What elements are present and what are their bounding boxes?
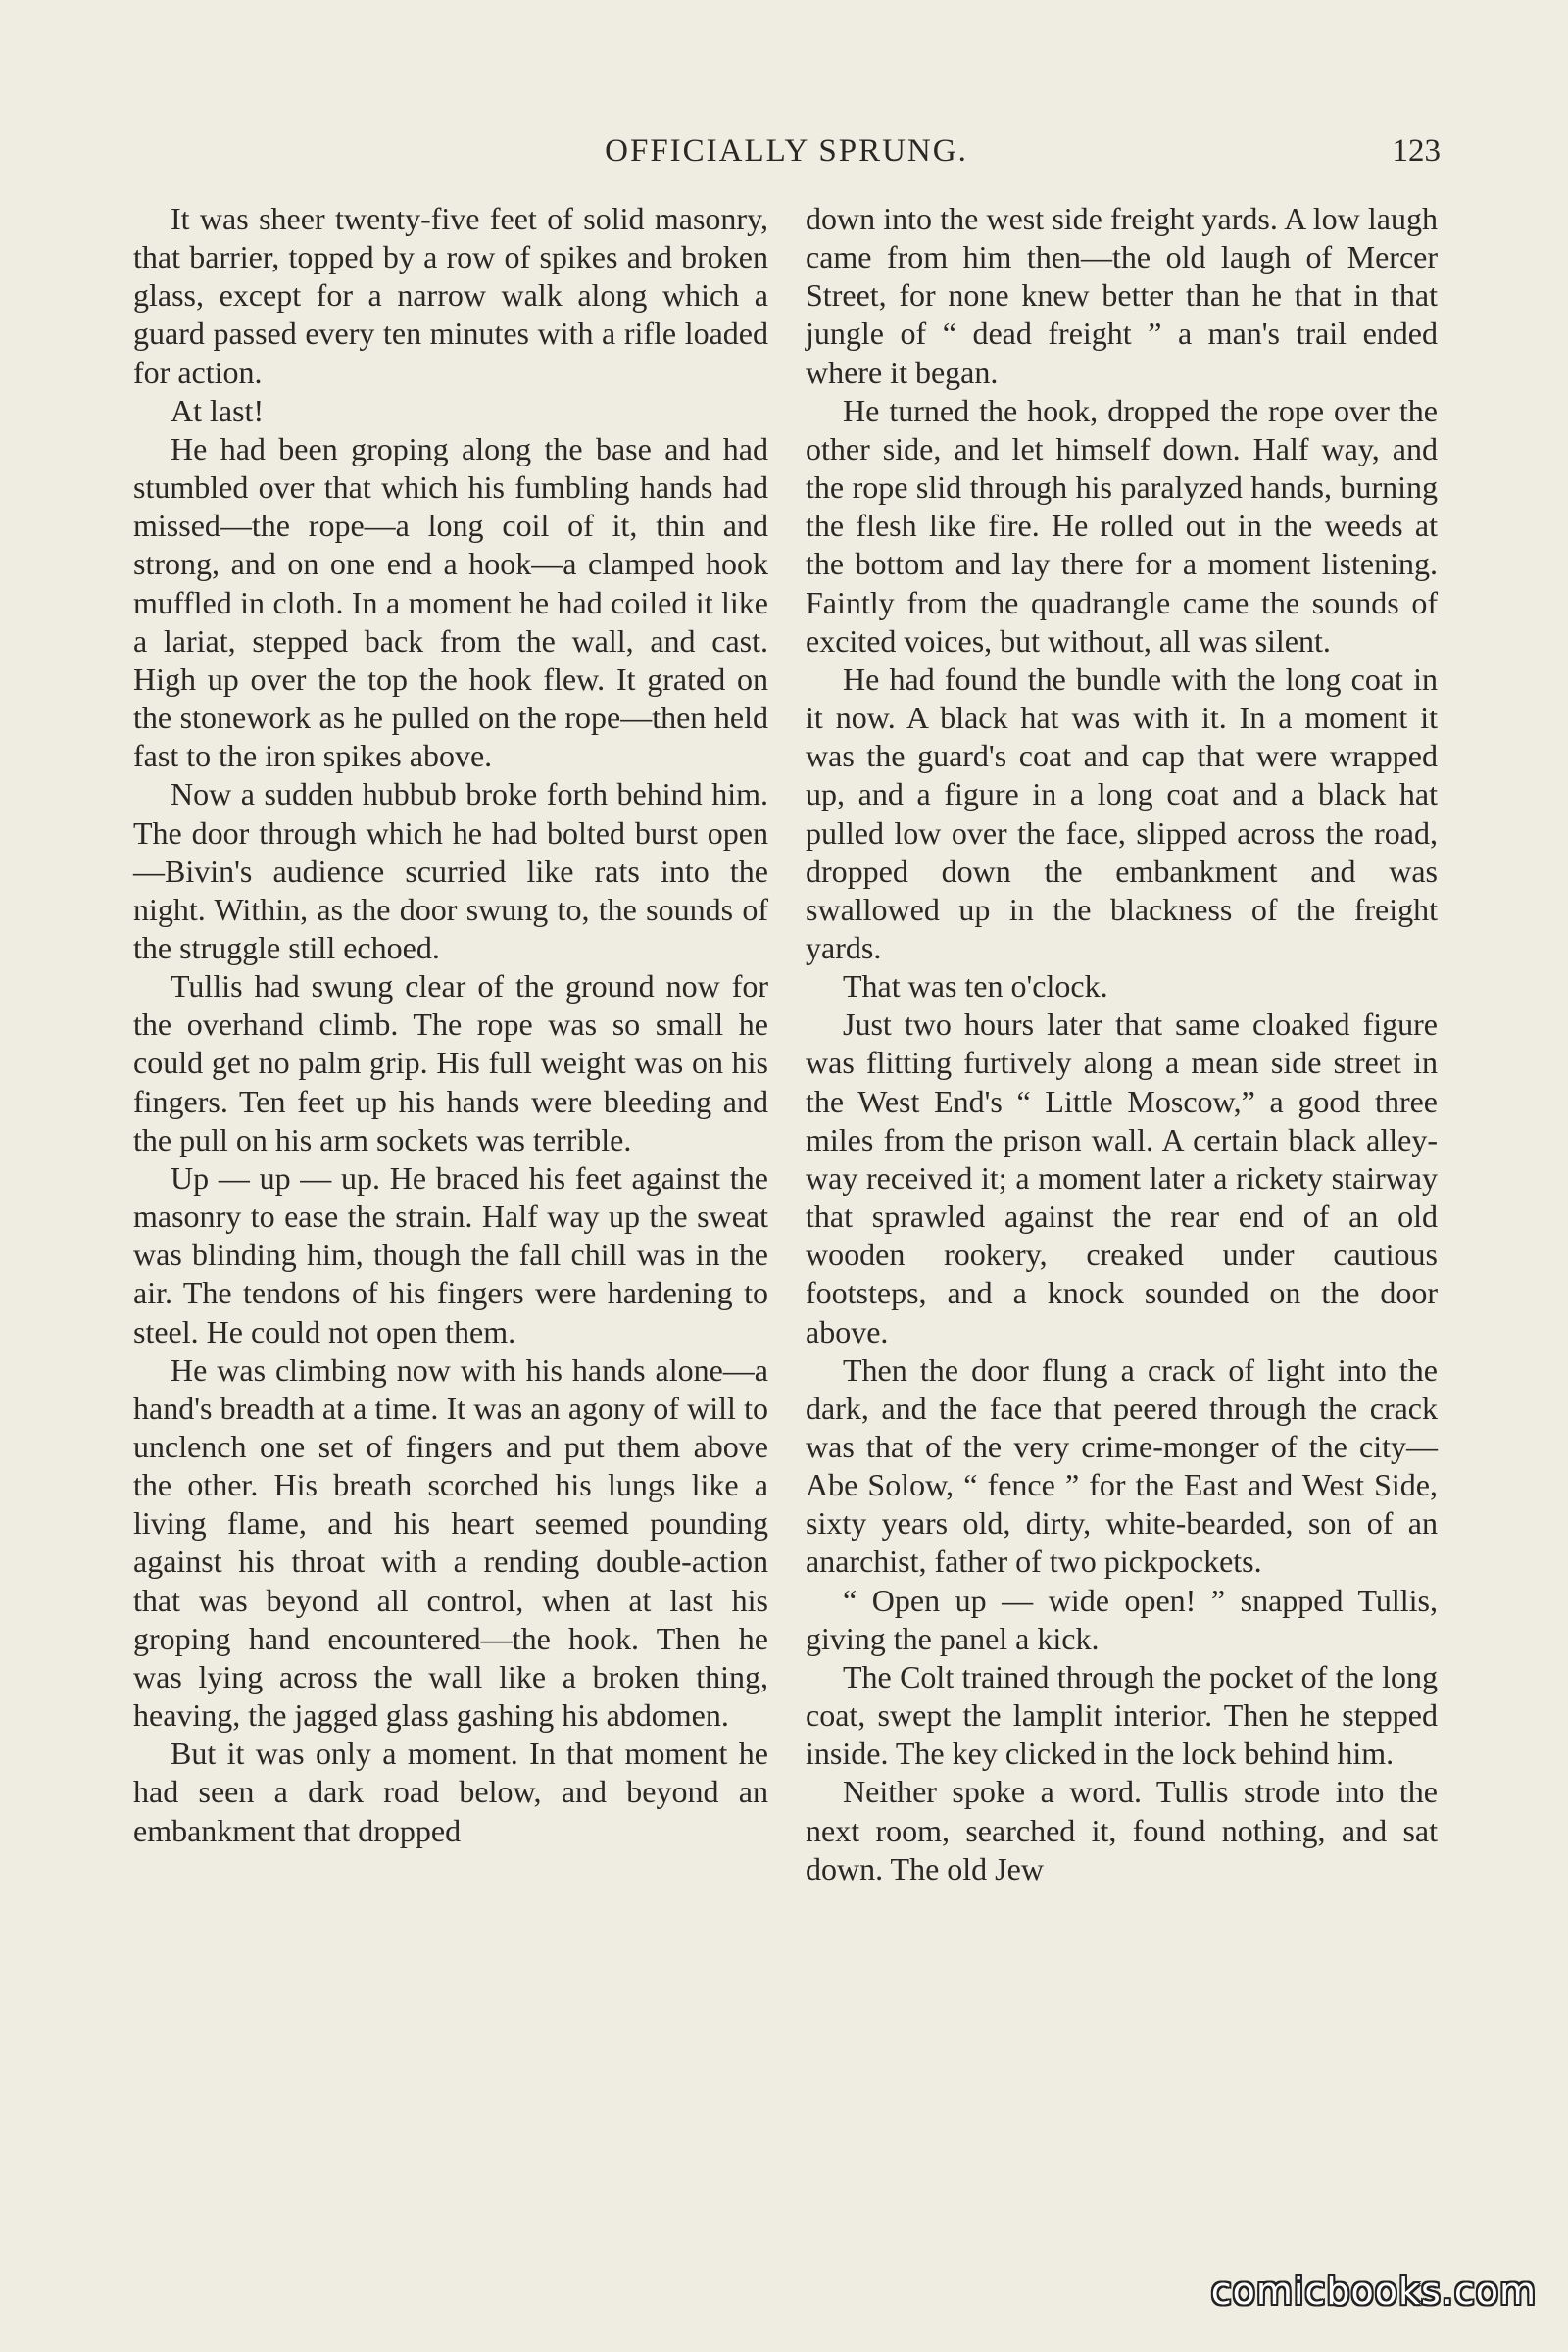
paragraph: Then the door flung a crack of light into the dark, and the face that peered through the crack was that of the very crime-monger of the city—Abe Solow, “ fence ” for the East and West Side, sixty years old, dirty, white-bearded, son of an anarchist, father of two pickpockets. bbox=[806, 1351, 1438, 1580]
page-number: 123 bbox=[1392, 133, 1441, 169]
paragraph: Just two hours later that same cloaked figure was flitting furtively along a mean side street in the West End's “ Little Moscow,” a good three miles from the prison wall. A certain black alley-way received it; a moment later a rickety stairway that sprawled against the rear end of an old wooden rookery, creaked under cautious footsteps, and a knock sounded on the door above. bbox=[806, 1006, 1438, 1349]
right-column bbox=[806, 200, 1438, 1888]
paragraph: “ Open up — wide open! ” snapped Tullis, giving the panel a kick. bbox=[806, 1582, 1438, 1656]
paragraph: He was climbing now with his hands alone—a hand's breadth at a time. It was an agony of will to unclench one set of fingers and put them above the other. His breath scorched his lungs like a living flame, and his heart seemed pounding against his throat with a rending double-action that was beyond all control, when at last his groping hand encountered—the hook. Then he was lying across the wall like a broken thing, heaving, the jagged glass gashing his abdomen. bbox=[133, 1351, 768, 1734]
paragraph: He had found the bundle with the long coat in it now. A black hat was with it. In a moment it was the guard's coat and cap that were wrapped up, and a figure in a long coat and a black hat pulled low over the face, slipped across the road, dropped down the embankment and was swallowed up in the blackness of the freight yards. bbox=[806, 661, 1438, 965]
paragraph: Neither spoke a word. Tullis strode into the next room, searched it, found nothing, and sat down. The old Jew bbox=[806, 1774, 1438, 1886]
paragraph: But it was only a moment. In that moment he had seen a dark road below, and beyond an embankment that dropped bbox=[133, 1736, 768, 1848]
paragraph: He had been groping along the base and had stumbled over that which his fumbling hands had missed—the rope—a long coil of it, thin and strong, and on one end a hook—a clamped hook muffled in cloth. In a moment he had coiled it like a lariat, stepped back from the wall, and cast. High up over the top the hook flew. It grated on the stonework as he pulled on the rope—then held fast to the iron spikes above. bbox=[133, 430, 768, 774]
paragraph: At last! bbox=[171, 392, 265, 428]
left-column bbox=[133, 200, 768, 1850]
paragraph: Now a sudden hubbub broke forth behind him. The door through which he had bolted burst open—Bivin's audience scurried like rats into the night. Within, as the door swung to, the sounds of the struggle still echoed. bbox=[133, 776, 768, 965]
paragraph-continuation: down into the west side freight yards. A low laugh came from him then—the old laugh of Mercer Street, for none knew better than he that in that jungle of “ dead freight ” a man's trail ended where it began. bbox=[806, 201, 1438, 390]
running-head bbox=[132, 129, 1441, 178]
paragraph: That was ten o'clock. bbox=[843, 968, 1108, 1004]
paragraph: Tullis had swung clear of the ground now for the overhand climb. The rope was so small he could get no palm grip. His full weight was on his fingers. Ten feet up his hands were bleeding and the pull on his arm sockets was terrible. bbox=[133, 968, 768, 1157]
running-title: OFFICIALLY SPRUNG. bbox=[605, 133, 968, 169]
watermark: comicbooks.com bbox=[1210, 2270, 1537, 2313]
paragraph: It was sheer twenty-five feet of solid masonry, that barrier, topped by a row of spikes and broken glass, except for a narrow walk along which a guard passed every ten minutes with a rifle loaded for action. bbox=[133, 201, 768, 390]
paragraph: The Colt trained through the pocket of the long coat, swept the lamplit interior. Then he stepped inside. The key clicked in the lock behind him. bbox=[806, 1658, 1438, 1772]
paragraph: He turned the hook, dropped the rope over the other side, and let himself down. Half way, and the rope slid through his paralyzed hands, burning the flesh like fire. He rolled out in the weeds at the bottom and lay there for a moment listening. Faintly from the quadrangle came the sounds of excited voices, but without, all was silent. bbox=[806, 392, 1438, 659]
paragraph: Up — up — up. He braced his feet against the masonry to ease the strain. Half way up the sweat was blinding him, though the fall chill was in the air. The tendons of his fingers were hardening to steel. He could not open them. bbox=[133, 1159, 768, 1349]
